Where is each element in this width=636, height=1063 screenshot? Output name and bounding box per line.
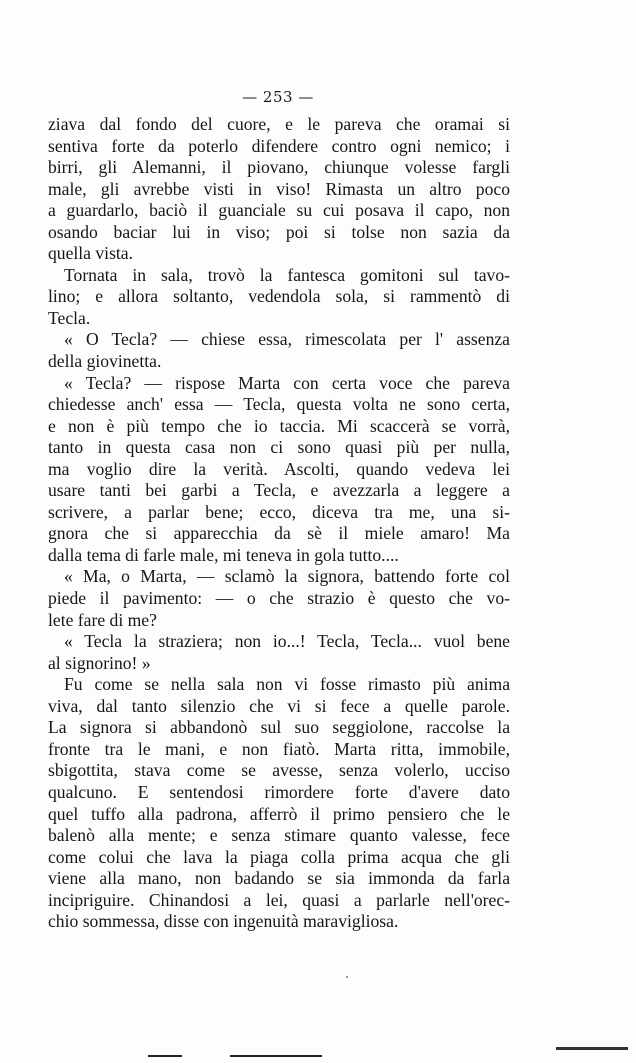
text-line: chiedesse anch' essa — Tecla, questa volta ne sono certa, [48,394,510,415]
page-body-text [48,114,510,933]
text-line: usare tanti bei garbi a Tecla, e avezzarla a leggere a [48,480,510,501]
text-line: viva, dal tanto silenzio che vi si fece a quelle parole. [48,695,510,716]
text-line: e non è più tempo che io taccia. Mi scaccerà se vorrà, [48,415,510,436]
text-line: sentiva forte da poterlo difendere contro ogni nemico; i [48,135,510,156]
text-line: dalla tema di farle male, mi teneva in gola tutto.... [48,544,399,565]
text-line: fronte tra le mani, e non fiatò. Marta ritta, immobile, [48,738,510,759]
text-line: « O Tecla? — chiese essa, rimescolata per l' assenza [64,329,510,350]
scan-artifact-rule [148,1055,182,1057]
text-line: tanto in questa casa non ci sono quasi più per nulla, [48,437,510,458]
text-line: osando baciar lui in viso; poi si tolse non sazia da [48,221,510,242]
text-line: ma voglio dire la verità. Ascolti, quando vedeva lei [48,458,510,479]
text-line: qualcuno. E sentendosi rimordere forte d'avere dato [48,781,510,802]
text-line: al signorino! » [48,652,151,673]
text-line: Tornata in sala, trovò la fantesca gomitoni sul tavo- [64,264,510,285]
text-line: gnora che si apparecchia da sè il miele amaro! Ma [48,523,510,544]
scan-artifact-rule [556,1047,628,1050]
text-line: « Tecla? — rispose Marta con certa voce che pareva [64,372,510,393]
text-line: chio sommessa, disse con ingenuità maravigliosa. [48,911,399,932]
text-line: piede il pavimento: — o che strazio è questo che vo- [48,588,510,609]
text-line: quella vista. [48,243,134,264]
text-line: « Ma, o Marta, — sclamò la signora, battendo forte col [64,566,510,587]
text-line: Tecla. [48,307,91,328]
text-line: Fu come se nella sala non vi fosse rimasto più anima [64,674,510,695]
text-line: birri, gli Alemanni, il piovano, chiunque volesse fargli [48,157,510,178]
page-number: — 253 — [242,88,314,106]
text-line: « Tecla la straziera; non io...! Tecla, Tecla... vuol bene [64,631,510,652]
text-line: quel tuffo alla padrona, afferrò il primo pensiero che le [48,803,510,824]
text-line: lino; e allora soltanto, vedendola sola, si rammentò di [48,286,510,307]
text-line: scrivere, a parlar bene; ecco, diceva tra me, una si- [48,501,510,522]
text-line: incipriguire. Chinandosi a lei, quasi a parlarle nell'orec- [48,889,510,910]
text-line: come colui che lava la piaga colla prima acqua che gli [48,846,510,867]
text-line: a guardarlo, baciò il guanciale su cui posava il capo, non [48,200,510,221]
text-line: male, gli avrebbe visti in viso! Rimasta un altro poco [48,178,510,199]
text-line: balenò alla mente; e senza stimare quanto valesse, fece [48,825,510,846]
text-line: La signora si abbandonò sul suo seggiolone, raccolse la [48,717,510,738]
text-line: ziava dal fondo del cuore, e le pareva che oramai si [48,114,510,134]
text-line: viene alla mano, non badando se sia immonda da farla [48,868,510,889]
scan-speck [346,976,348,978]
text-line: della giovinetta. [48,351,162,372]
scan-artifact-rule [230,1055,322,1057]
text-line: lete fare di me? [48,609,157,630]
text-line: sbigottita, stava come se avesse, senza volerlo, ucciso [48,760,510,781]
